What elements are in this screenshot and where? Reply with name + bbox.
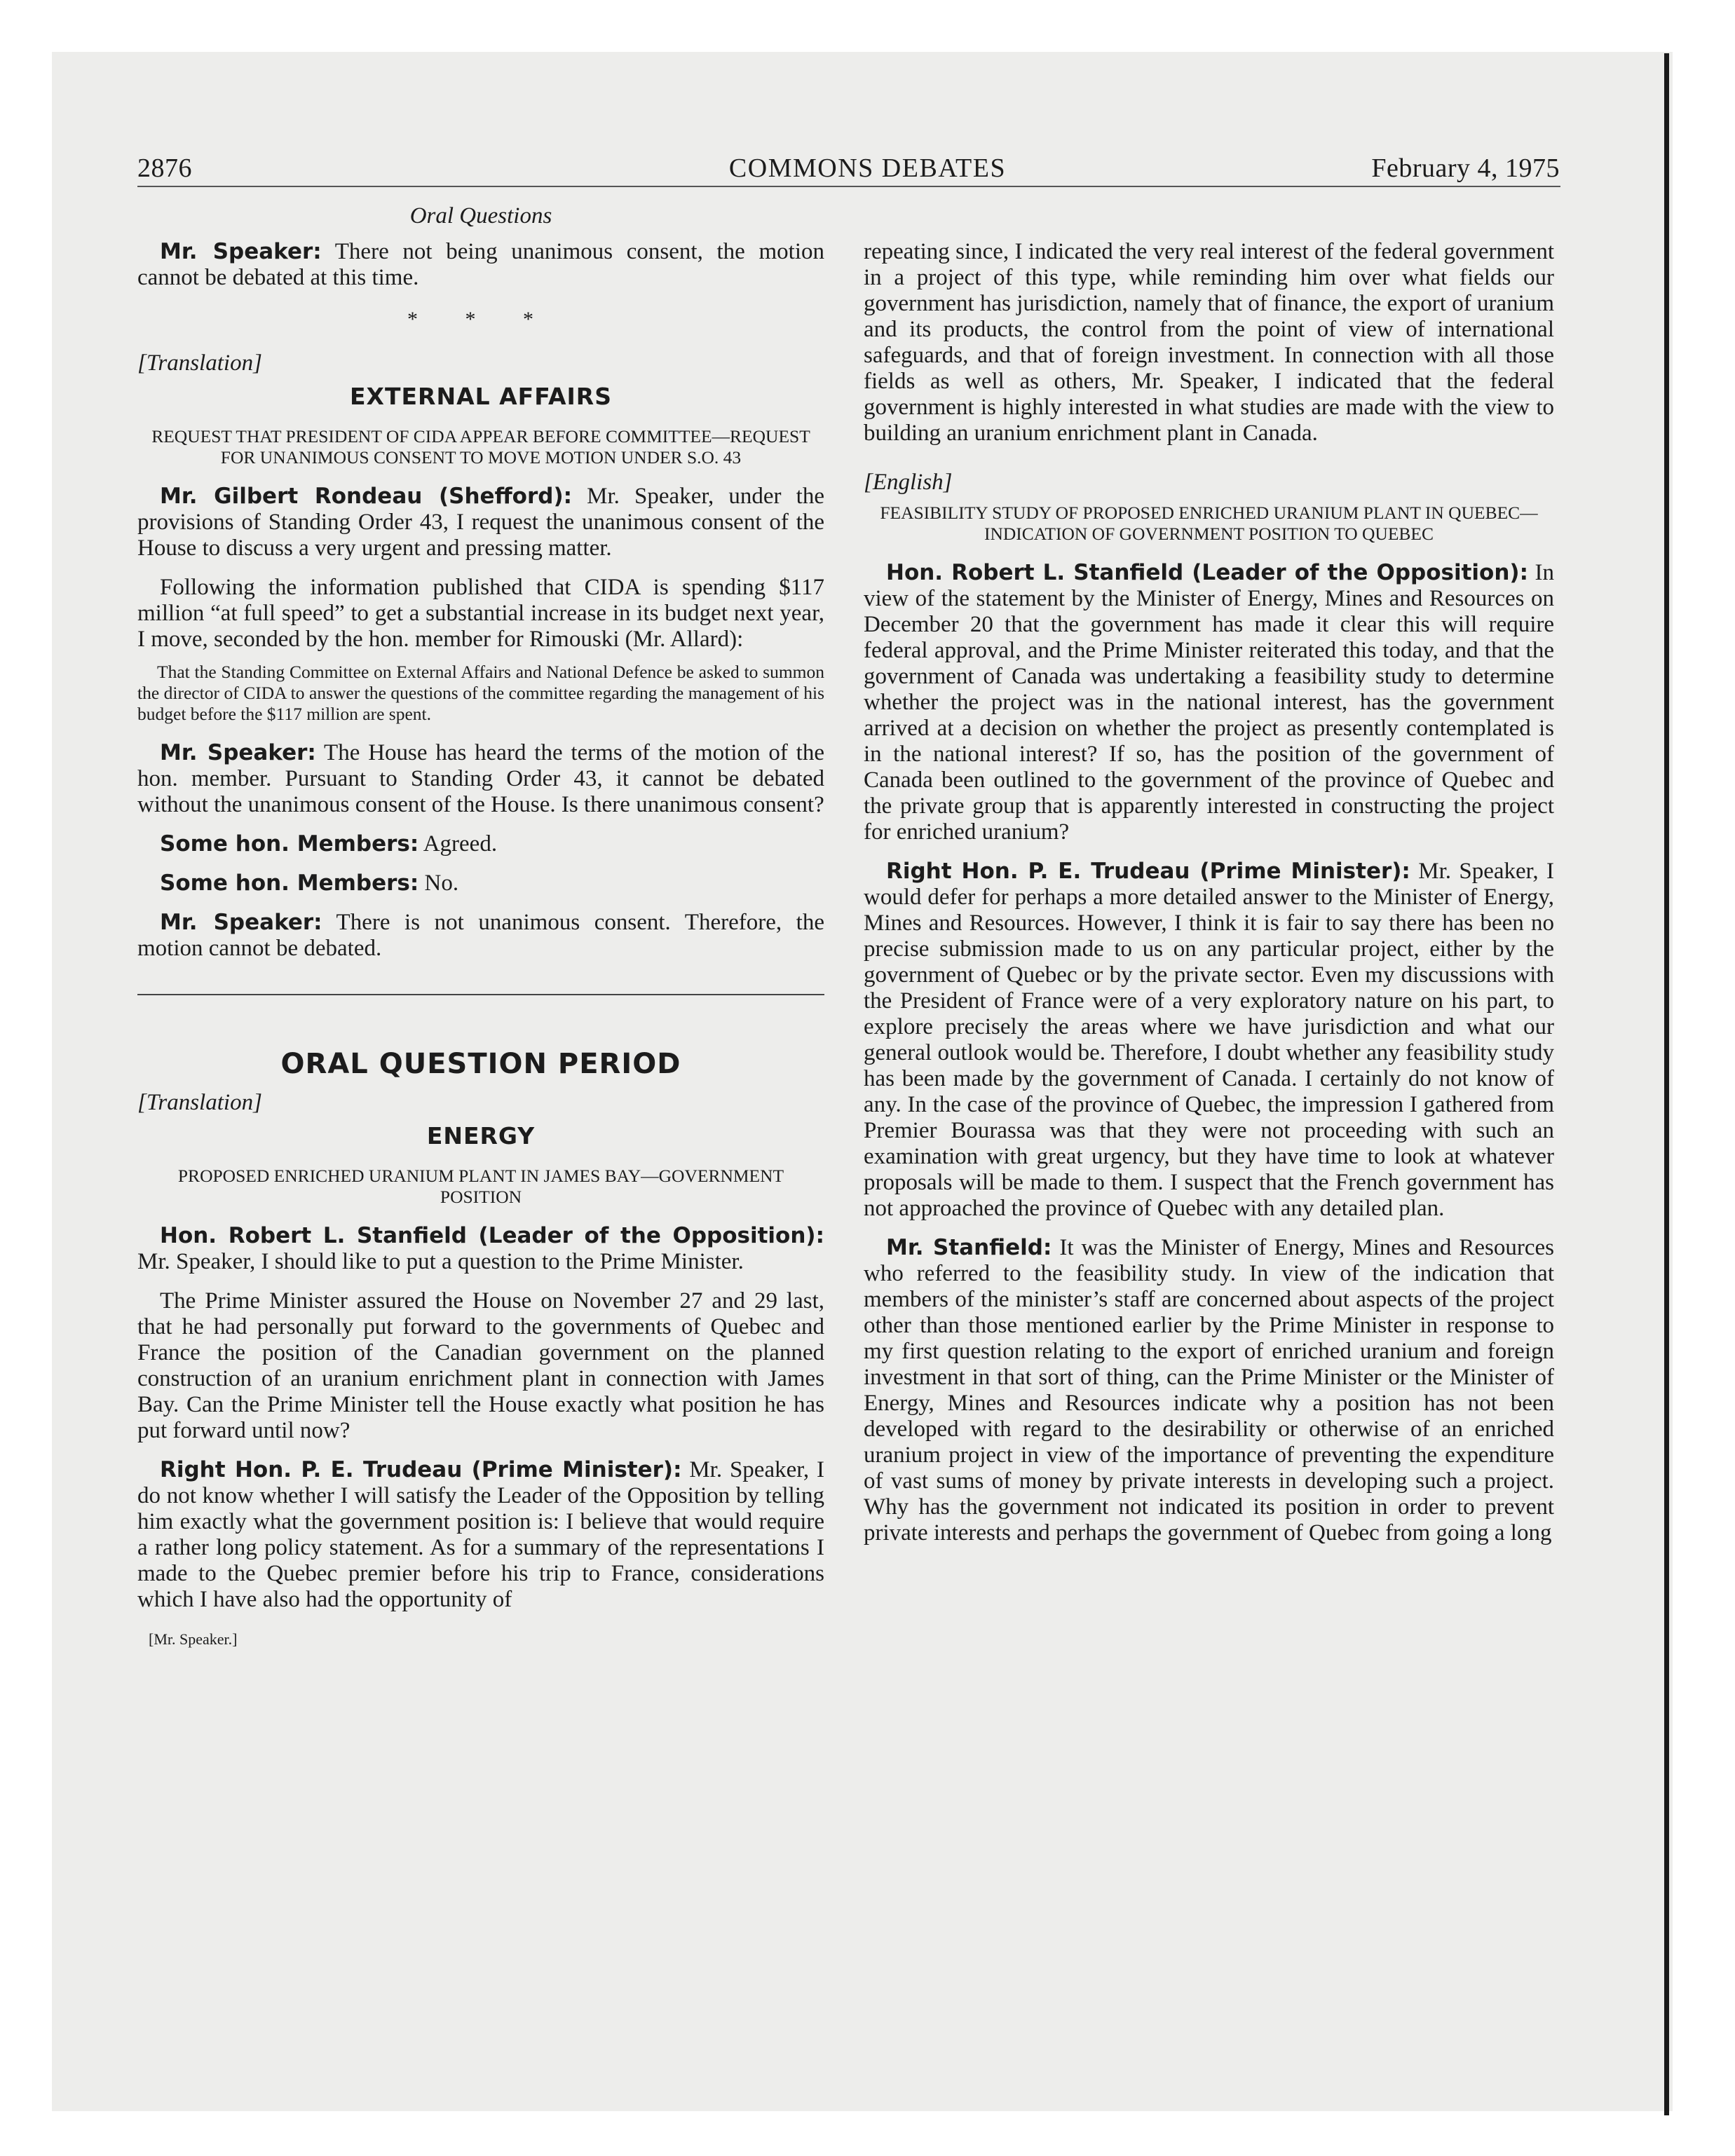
translation-tag: [Translation] [137, 350, 262, 376]
speaker-name: Hon. Robert L. Stanfield (Leader of the Opposition): [886, 560, 1528, 585]
paragraph-speaker-not-debated [137, 910, 824, 962]
heading-energy: ENERGY [426, 1122, 536, 1149]
speech-text: Mr. Speaker, under the provisions of Standing Order 43, I request the unanimous consent of the House to discuss a very urgent and pressing matter. [137, 484, 824, 561]
speaker-name: Right Hon. P. E. Trudeau (Prime Minister): [886, 859, 1410, 884]
running-title: COMMONS DEBATES [728, 153, 1007, 183]
section-label-oral-questions: Oral Questions [409, 203, 552, 228]
paragraph-stanfield-followup [864, 1235, 1554, 1546]
speaker-name: Mr. Stanfield: [886, 1235, 1052, 1260]
speech-text: It was the Minister of Energy, Mines and Resources who referred to the feasibility study. In view of the indication that members of the minister’s staff are concerned about aspects of the project other than those mentioned earlier by the Prime Minister in response to my first question relating to the export of enriched uranium and foreign investment in that sort of thing, can the Prime Minister or the Minister of Energy, Mines and Resources indicate why a position has not been developed with regard to the desirability or otherwise of an enriched uranium project in view of the importance of preventing the expenditure of vast sums of money by private interests in developing such a project. Why has the government not indicated its position in order to prevent private interests and perhaps the government of Quebec from going a long [864, 1235, 1555, 1546]
speaker-name: Mr. Gilbert Rondeau (Shefford): [160, 484, 573, 509]
subheading-cida-request: REQUEST THAT PRESIDENT OF CIDA APPEAR BEFORE COMMITTEE—REQUEST FOR UNANIMOUS CONSENT TO MOVE MOTION UNDER S.O. 43 [151, 426, 810, 468]
paragraph-trudeau-feasibility [864, 859, 1554, 1222]
speaker-name: Some hon. Members: [160, 831, 419, 857]
speaker-name: Hon. Robert L. Stanfield (Leader of the Opposition): [160, 1223, 824, 1248]
left-column [137, 203, 824, 1652]
speaker-name: Mr. Speaker: [160, 910, 322, 935]
subheading-james-bay: PROPOSED ENRICHED URANIUM PLANT IN JAMES BAY—GOVERNMENT POSITION [177, 1166, 784, 1207]
speaker-name: Right Hon. P. E. Trudeau (Prime Minister): [160, 1457, 682, 1482]
speech-text: Mr. Speaker, I would defer for perhaps a more detailed answer to the Minister of Energy, Mines and Resources. However, I think it is fair to say there has been no precise submission made to us on any particular project, either by the government of Quebec or by the private sector. Even my discussions with the President of France were of a very exploratory nature on his part, to explore precisely the areas where we have jurisdiction and what our general outlook would be. Therefore, I doubt whether any feasibility study has been made by the government of Canada. I certainly do not know of any. In the case of the province of Quebec, the impression I gathered from Premier Bourassa was that they were not proceeding with such an examination with great urgency, but they have time to look at whatever proposals will be made to them. I suspect that the French government has not approached the province of Quebec with any detailed plan. [864, 859, 1554, 1221]
page-number: 2876 [137, 153, 192, 183]
speech-text: The House has heard the terms of the motion of the hon. member. Pursuant to Standing Order 43, it cannot be debated without the unanimous consent of the House. Is there unanimous consent? [137, 740, 824, 817]
speaker-name: Some hon. Members: [160, 871, 419, 896]
paragraph-continued-answer: repeating since, I indicated the very real interest of the federal government in a project of this type, while reminding him over what fields our government has jurisdiction, namely that of finance, the export of uranium and its products, the control from the point of view of international safeguards, and that of foreign investment. In connection with all those fields as well as others, Mr. Speaker, I indicated that the federal government is highly interested in what studies are made with the view to building an uranium enrichment plant in Canada. [864, 239, 1554, 446]
heading-oral-question-period: ORAL QUESTION PERIOD [280, 1048, 681, 1080]
subheading-feasibility-study: FEASIBILITY STUDY OF PROPOSED ENRICHED URANIUM PLANT IN QUEBEC—INDICATION OF GOVERNMENT POSITION TO QUEBEC [880, 503, 1538, 544]
paragraph-speaker-no-consent [137, 239, 824, 291]
speaker-name: Mr. Speaker: [160, 239, 322, 264]
speech-text: There is not unanimous consent. Therefore, the motion cannot be debated. [137, 910, 824, 961]
paragraph-cida-motion-intro: Following the information published that CIDA is spending $117 million “at full speed” to get a substantial increase in its budget next year, I move, seconded by the hon. member for Rimouski (Mr. Allard): [137, 575, 824, 652]
paragraph-pm-assured: The Prime Minister assured the House on November 27 and 29 last, that he had personally put forward to the governments of Quebec and France the position of the Canadian government on the planned construction of an uranium enrichment plant in connection with James Bay. Can the Prime Minister tell the House exactly what position he has put forward until now? [137, 1288, 824, 1443]
paragraph-speaker-terms [137, 740, 824, 818]
page-edge-line [1664, 53, 1669, 2115]
speech-text: Mr. Speaker, I should like to put a question to the Prime Minister. [137, 1249, 744, 1274]
speech-text: In view of the statement by the Minister of Energy, Mines and Resources on December 20 that the government has made it clear this will require federal approval, and the Prime Minister reiterated this today, and that the government of Canada was undertaking a feasibility study to determine whether the project was in the national interest, has the government arrived at a decision on whether the project as presently contemplated is in the national interest? If so, has the position of the government of Canada been outlined to the government of the province of Quebec and the private group that is apparently interested in constructing the project for enriched uranium? [864, 560, 1554, 845]
speech-text: No. [419, 871, 459, 896]
paragraph-members-agreed [137, 831, 824, 857]
heading-external-affairs: EXTERNAL AFFAIRS [350, 383, 612, 410]
speech-text: Mr. Speaker, I do not know whether I will satisfy the Leader of the Opposition by telling him exactly what the government position is: I believe that would require a rather long policy statement. As for a summary of the representations I made to the Quebec premier before his trip to France, considerations which I have also had the opportunity of [137, 1457, 824, 1612]
translation-tag: [Translation] [137, 1090, 262, 1115]
paragraph-stanfield-question [137, 1223, 824, 1275]
english-tag: [English] [864, 470, 953, 495]
paragraph-stanfield-feasibility [864, 560, 1554, 845]
speech-text: There not being unanimous consent, the motion cannot be debated at this time. [137, 239, 825, 290]
paragraph-members-no [137, 871, 824, 896]
paragraph-trudeau-answer [137, 1457, 824, 1613]
footnote-speaker: [Mr. Speaker.] [149, 1630, 238, 1648]
speaker-name: Mr. Speaker: [160, 740, 316, 765]
paragraph-rondeau [137, 484, 824, 561]
header-rule [137, 186, 1560, 187]
section-separator-stars: * * * [407, 308, 554, 331]
speech-text: Agreed. [419, 831, 498, 857]
page-date: February 4, 1975 [1371, 153, 1560, 183]
right-column [864, 203, 1554, 1560]
motion-quote: That the Standing Committee on External Affairs and National Defence be asked to summon the director of CIDA to answer the questions of the committee regarding the management of his budget before the $117 million are spent. [137, 662, 824, 724]
